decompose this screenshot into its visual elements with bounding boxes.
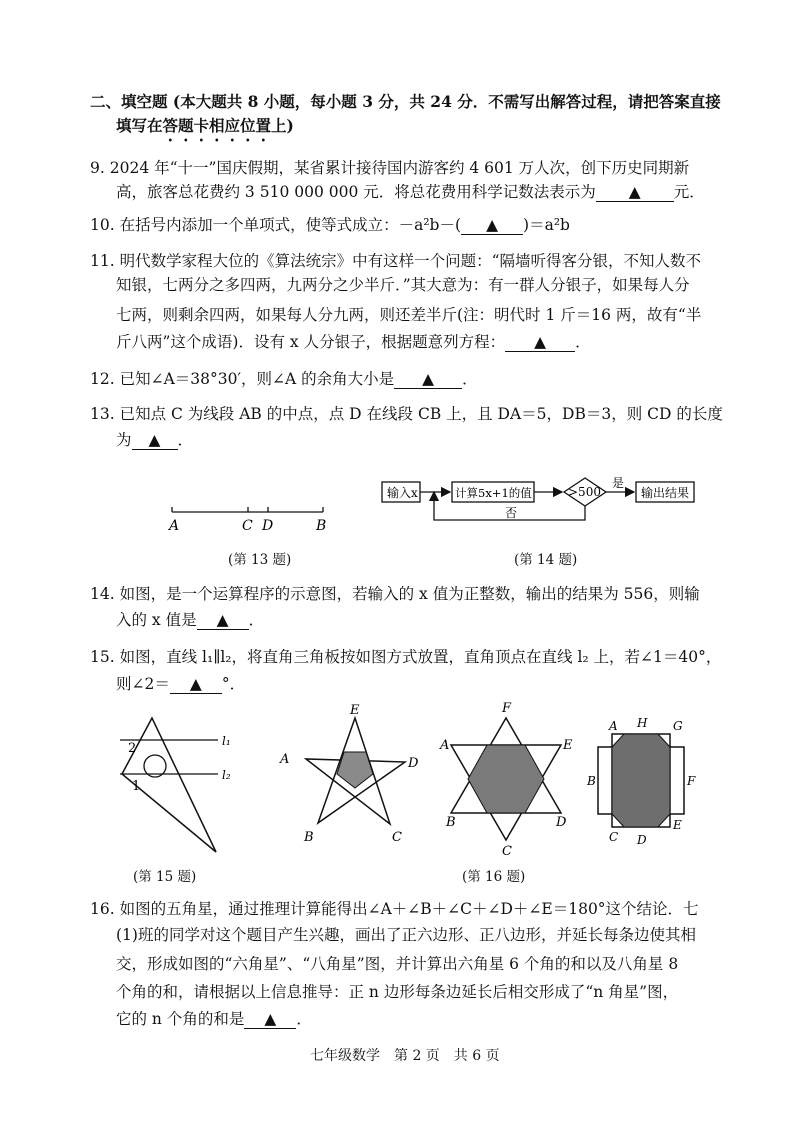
angle-2-label: 2 [128,741,137,756]
star5-label-c: C [392,830,402,845]
star8-label-f: F [687,774,696,788]
question-16: 16. 如图的五角星，通过推理计算能得出∠A＋∠B＋∠C＋∠D＋∠E＝180°这个结论．七 [90,900,699,918]
question-16-line2: (1)班的同学对这个题目产生兴趣，画出了正六边形、正八边形，并延长每条边使其相 [116,926,696,944]
page-footer: 七年级数学 第 2 页 共 6 页 [310,1048,500,1064]
star6-label-e: E [563,738,573,753]
flow-condition: >500 [568,485,601,499]
answer-blank[interactable]: ▲ [197,611,249,630]
point-label-a: A [169,518,180,534]
flow-no: 否 [505,506,518,520]
figure-14-flowchart [380,474,710,534]
star8-label-e: E [673,818,682,832]
star8-label-g: G [673,719,683,733]
point-label-c: C [242,518,253,534]
question-11: 11. 明代数学家程大位的《算法统宗》中有这样一个问题：“隔墙听得客分银，不知人数不 [90,252,702,270]
figure-15-caption: (第 15 题) [133,869,197,885]
star8-label-d: D [637,833,647,847]
star5-label-a: A [280,752,290,767]
star5-label-b: B [304,830,314,845]
star6-label-f: F [502,701,512,716]
star8-label-h: H [637,716,648,730]
question-15: 15. 如图，直线 l₁∥l₂，将直角三角板按如图方式放置，直角顶点在直线 l₂ 上，若∠1＝40°， [90,648,722,666]
question-12: 12. 已知∠A＝38°30′，则∠A 的余角大小是 ▲ ． [90,370,478,388]
flow-yes: 是 [612,476,625,490]
star8-label-c: C [609,830,619,844]
section-header: 二、填空题 (本大题共 8 小题，每小题 3 分，共 24 分．不需写出解答过程，请把答案直接 [90,92,721,111]
answer-blank[interactable]: ▲ [244,1010,296,1029]
star6-label-a: A [440,738,450,753]
question-13-line2: 为 ▲ ． [116,431,194,449]
answer-blank[interactable]: ▲ [505,333,575,352]
star5-label-d: D [408,756,419,771]
flow-compute: 计算5x+1的值 [455,486,532,500]
question-10: 10. 在括号内添加一个单项式，使等式成立：－a²b－( ▲ )＝a²b [90,216,570,234]
flow-input: 输入x [387,486,418,500]
question-14-line2: 入的 x 值是 ▲ ． [116,611,265,629]
question-11-line2: 知银，七两分之多四两，九两分之少半斤．”其大意为：有一群人分银子，如果每人分 [116,276,690,294]
figure-16-five-star [276,703,419,855]
flow-output: 输出结果 [641,486,690,500]
star6-label-c: C [502,844,512,859]
figure-13-caption: (第 13 题) [228,552,292,568]
figure-16-six-star [436,700,586,860]
answer-blank[interactable]: ▲ [170,675,222,694]
line-l1-label: l₁ [222,734,231,748]
star8-label-a: A [609,719,618,733]
point-label-b: B [316,518,327,534]
star8-label-b: B [587,774,596,788]
figure-16-caption: (第 16 题) [462,869,526,885]
section-header-line2: 填写在答题卡相应位置上) [116,116,294,135]
point-label-d: D [262,518,274,534]
emphasis-text: 答题卡相应位置 [162,116,272,135]
figure-13 [160,500,360,540]
question-14: 14. 如图，是一个运算程序的示意图，若输入的 x 值为正整数，输出的结果为 556，则输 [90,585,700,603]
question-11-line3: 七两，则剩余四两，如果每人分九两，则还差半斤(注：明代时 1 斤＝16 两，故有“半 [116,306,702,324]
answer-blank[interactable]: ▲ [132,431,178,450]
question-16-line5: 它的 n 个角的和是 ▲ ． [116,1010,312,1028]
figure-16-eight-star [584,712,704,852]
figure-14-caption: (第 14 题) [514,552,578,568]
question-16-line4: 个角的和，请根据以上信息推导：正 n 边形每条边延长后相交形成了“n 角星”图， [116,983,679,1001]
question-16-line3: 交，形成如图的“六角星”、“八角星”图，并计算出六角星 6 个角的和以及八角星 8 [116,955,679,973]
star5-label-e: E [350,703,360,718]
line-l2-label: l₂ [222,768,231,782]
answer-blank[interactable]: ▲ [461,216,523,235]
star6-label-d: D [556,815,567,830]
angle-1-label: 1 [132,779,141,794]
question-15-line2: 则∠2＝ ▲ °． [116,675,246,693]
figure-15 [110,712,260,862]
question-9: 9. 2024 年“十一”国庆假期，某省累计接待国内游客约 4 601 万人次，创下历史同期新 [90,159,690,177]
question-9-line2: 高，旅客总花费约 3 510 000 000 元．将总花费用科学记数法表示为 ▲ 元． [116,183,705,201]
answer-blank[interactable]: ▲ [596,183,674,202]
answer-blank[interactable]: ▲ [394,370,462,389]
star6-label-b: B [446,815,456,830]
question-11-line4: 斤八两”这个成语)．设有 x 人分银子，根据题意列方程： ▲ ． [116,333,591,351]
question-13: 13. 已知点 C 为线段 AB 的中点，点 D 在线段 CB 上，且 DA＝5，DB＝3，则 CD 的长度 [90,405,723,423]
